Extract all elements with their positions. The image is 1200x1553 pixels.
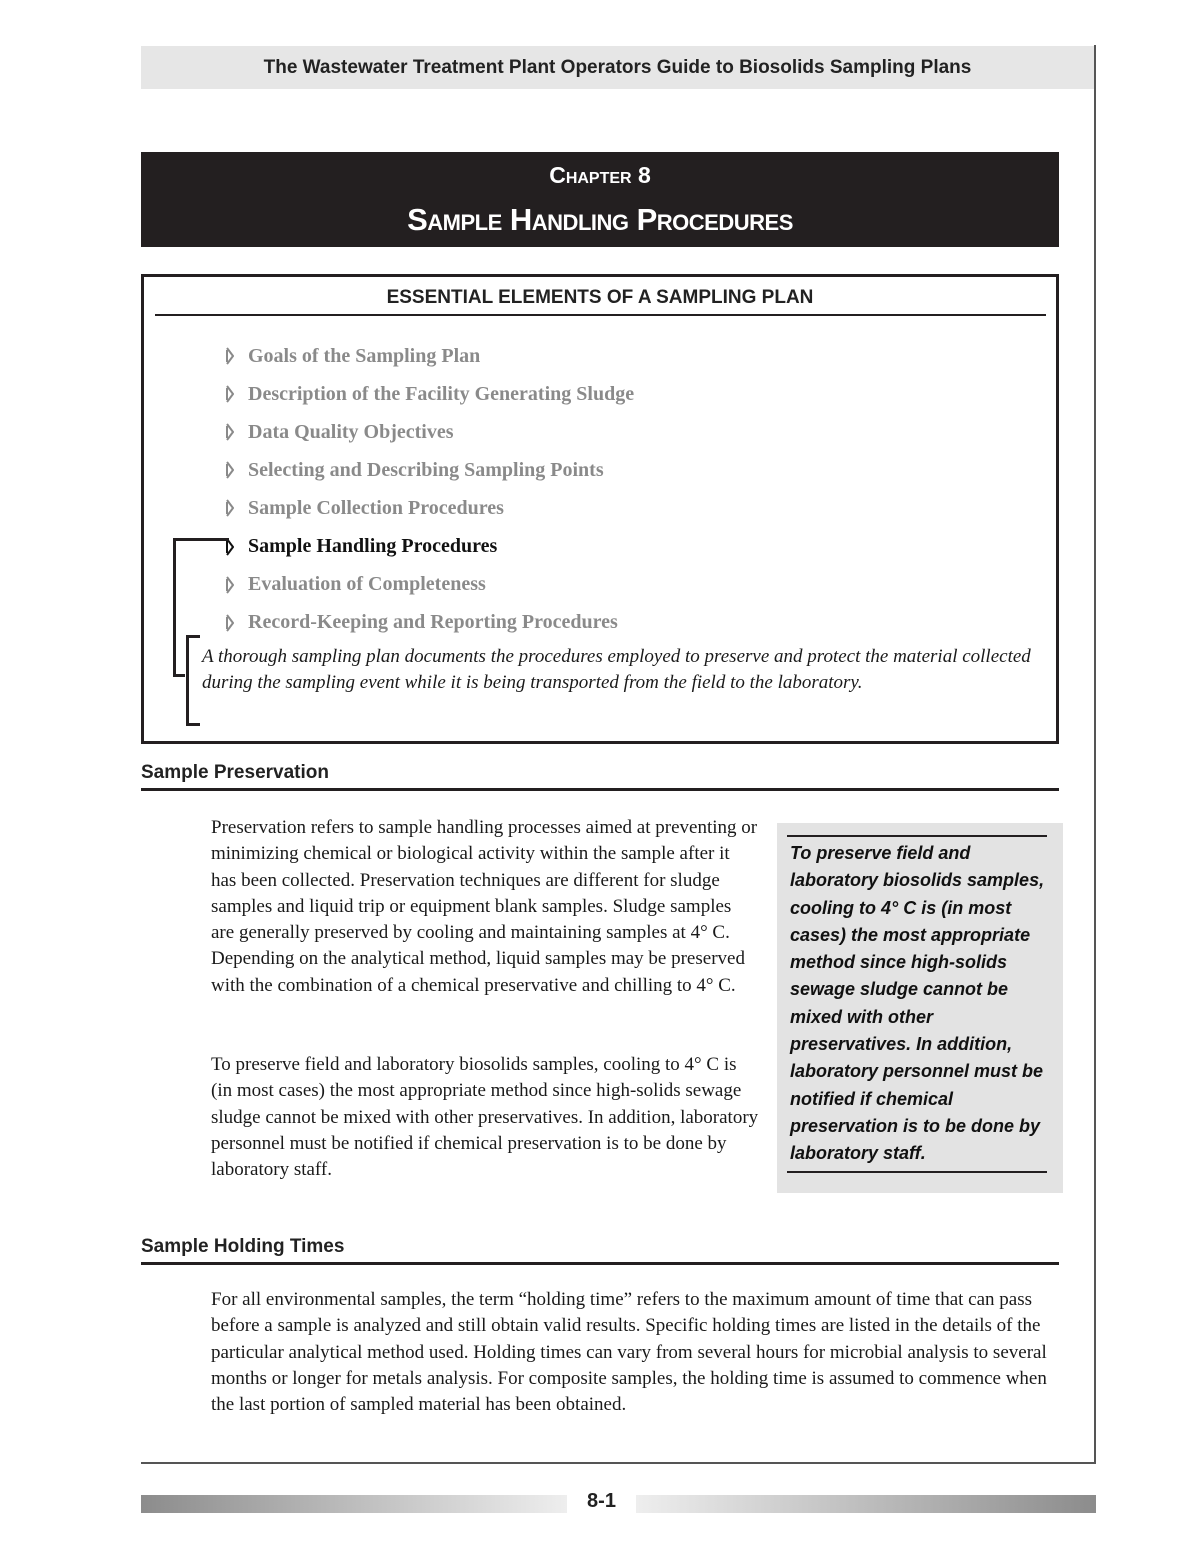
callout-text: To preserve field and laboratory biosolids samples, cooling to 4° C is (in most cases) the most appropriate method since high-solids sewage sludge cannot be mixed with other preservatives. In addition, laboratory personnel must be notified if chemical preservation is to be done by laboratory staff. [790,843,1045,1164]
list-item [226,566,634,604]
arrow-bullet-icon [226,576,234,594]
footer-bar-left [141,1495,567,1513]
elements-box-title: ESSENTIAL ELEMENTS OF A SAMPLING PLAN [386,287,814,308]
arrow-bullet-icon [226,461,234,479]
elements-box-rule [155,314,1046,316]
essential-elements-box [141,274,1059,744]
preservation-paragraph-2: To preserve field and laboratory biosolids samples, cooling to 4° C is (in most cases) the most appropriate method since high-solids sewage sludge cannot be mixed with other preservatives. In addition, laboratory personnel must be notified if chemical preservation is to be done by laboratory staff. [211,1054,759,1181]
connector-bracket [173,674,185,677]
element-label: Selecting and Describing Sampling Points [248,458,604,481]
elements-list [226,337,634,642]
connector-bracket [173,538,229,541]
note-bracket [186,635,200,638]
holding-times-paragraph: For all environmental samples, the term “holding time” refers to the maximum amount of time that can pass before a sample is analyzed and still obtain valid results. Specific holding times are listed in the details of the particular analytical method used. Holding times can vary from several hours for microbial analysis to several months or longer for metals analysis. For composite samples, the holding time is assumed to commence when the last portion of sampled material has been obtained. [211,1289,1047,1416]
section-heading-holding-times: Sample Holding Times [141,1236,1059,1265]
running-title: The Wastewater Treatment Plant Operators Guide to Biosolids Sampling Plans [263,56,972,78]
arrow-bullet-icon [226,423,234,441]
list-item [226,337,634,375]
chapter-label: Chapter 8 [549,162,651,188]
list-item-active [226,527,634,565]
list-item [226,375,634,413]
callout-rule-bottom [787,1171,1047,1173]
element-label: Record-Keeping and Reporting Procedures [248,611,618,634]
note-bracket [186,723,200,726]
list-item [226,413,634,451]
callout-rule-top [787,835,1047,837]
page-right-rule [1094,45,1096,1463]
element-label: Sample Collection Procedures [248,496,504,519]
list-item [226,604,634,642]
element-label: Evaluation of Completeness [248,573,486,596]
arrow-bullet-icon [226,614,234,632]
section-heading-preservation: Sample Preservation [141,762,1059,791]
arrow-bullet-icon [226,385,234,403]
element-label: Data Quality Objectives [248,420,454,443]
page-number: 8-1 [587,1490,616,1512]
connector-bracket [173,538,176,677]
arrow-bullet-icon [226,499,234,517]
chapter-title: Sample Handling Procedures [407,202,793,237]
chapter-banner [141,152,1059,247]
list-item [226,451,634,489]
running-header [141,46,1094,89]
element-label: Description of the Facility Generating Sludge [248,382,635,405]
footer-rule [141,1462,1096,1464]
element-label: Goals of the Sampling Plan [248,344,481,367]
preservation-paragraph-1: Preservation refers to sample handling processes aimed at preventing or minimizing chemical or biological activity within the sample after it has been collected. Preservation techniques are different for sludge samples and liquid trip or equipment blank samples. Sludge samples are generally preserved by cooling and maintaining samples at 4° C. Depending on the analytical method, liquid samples may be preserved with the combination of a chemical preservative and chilling to 4° C. [211,817,758,996]
callout-sidebar [777,823,1063,1193]
footer-bar-right [636,1495,1096,1513]
elements-box-note: A thorough sampling plan documents the procedures employed to preserve and protect the material collected during the sampling event while it is being transported from the field to the laboratory. [202,646,1031,693]
list-item [226,489,634,527]
element-label: Sample Handling Procedures [248,535,498,558]
arrow-bullet-icon [226,347,234,365]
note-bracket [186,635,189,726]
